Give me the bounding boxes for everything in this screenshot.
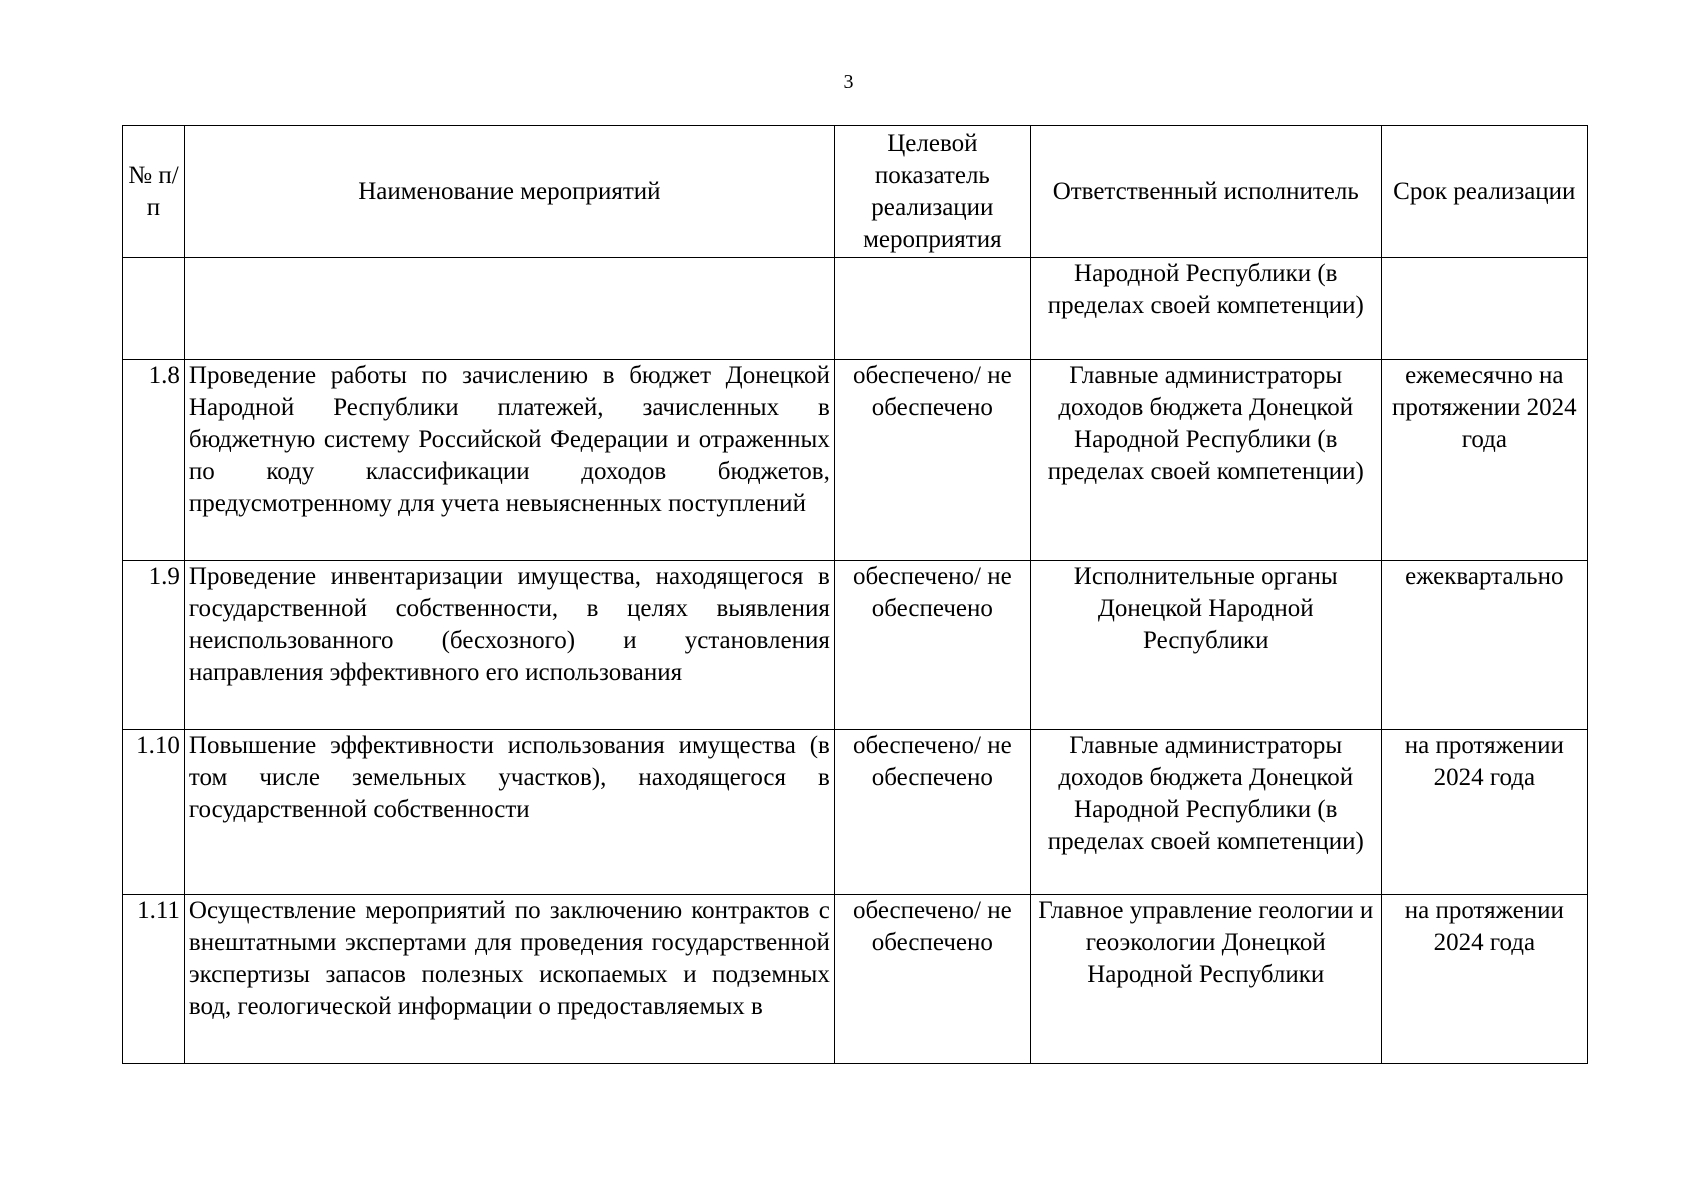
row-num: 1.11 [123, 895, 185, 1064]
row-name [184, 258, 834, 360]
row-name: Проведение работы по зачислению в бюджет Донецкой Народной Республики платежей, зачисленных в бюджетную систему Российской Федерации и отраженных по коду классификации доходов бюджетов, предусмотренному для учета невыясненных поступлений [184, 360, 834, 561]
header-name: Наименование мероприятий [184, 126, 834, 258]
row-term: на протяжении 2024 года [1381, 895, 1587, 1064]
row-responsible: Народной Республики (в пределах своей компетенции) [1030, 258, 1381, 360]
row-target: обеспечено/ не обеспечено [834, 561, 1030, 730]
row-num: 1.8 [123, 360, 185, 561]
table-header-row [123, 126, 1588, 258]
row-num: 1.10 [123, 730, 185, 895]
header-responsible: Ответственный исполнитель [1030, 126, 1381, 258]
row-target [834, 258, 1030, 360]
table-row [123, 360, 1588, 561]
row-name: Осуществление мероприятий по заключению контрактов с внештатными экспертами для проведения государственной экспертизы запасов полезных ископаемых и подземных вод, геологической информации о предоставляемых в [184, 895, 834, 1064]
row-target: обеспечено/ не обеспечено [834, 360, 1030, 561]
measures-table [122, 125, 1588, 1064]
row-num [123, 258, 185, 360]
table-row [123, 730, 1588, 895]
header-target: Целевой показатель реализации мероприятия [834, 126, 1030, 258]
page-number: 3 [843, 71, 854, 93]
row-term: на протяжении 2024 года [1381, 730, 1587, 895]
row-responsible: Исполнительные органы Донецкой Народной Республики [1030, 561, 1381, 730]
row-term [1381, 258, 1587, 360]
row-num: 1.9 [123, 561, 185, 730]
header-term: Срок реализации [1381, 126, 1587, 258]
row-term: ежемесячно на протяжении 2024 года [1381, 360, 1587, 561]
row-responsible: Главные администраторы доходов бюджета Донецкой Народной Республики (в пределах своей компетенции) [1030, 730, 1381, 895]
row-responsible: Главное управление геологии и геоэкологии Донецкой Народной Республики [1030, 895, 1381, 1064]
row-responsible: Главные администраторы доходов бюджета Донецкой Народной Республики (в пределах своей компетенции) [1030, 360, 1381, 561]
row-name: Повышение эффективности использования имущества (в том числе земельных участков), находящегося в государственной собственности [184, 730, 834, 895]
header-num: № п/п [123, 126, 185, 258]
row-target: обеспечено/ не обеспечено [834, 730, 1030, 895]
table-row [123, 258, 1588, 360]
row-name: Проведение инвентаризации имущества, находящегося в государственной собственности, в целях выявления неиспользованного (бесхозного) и установления направления эффективного его использования [184, 561, 834, 730]
table-row [123, 561, 1588, 730]
row-target: обеспечено/ не обеспечено [834, 895, 1030, 1064]
table-row [123, 895, 1588, 1064]
row-term: ежеквартально [1381, 561, 1587, 730]
